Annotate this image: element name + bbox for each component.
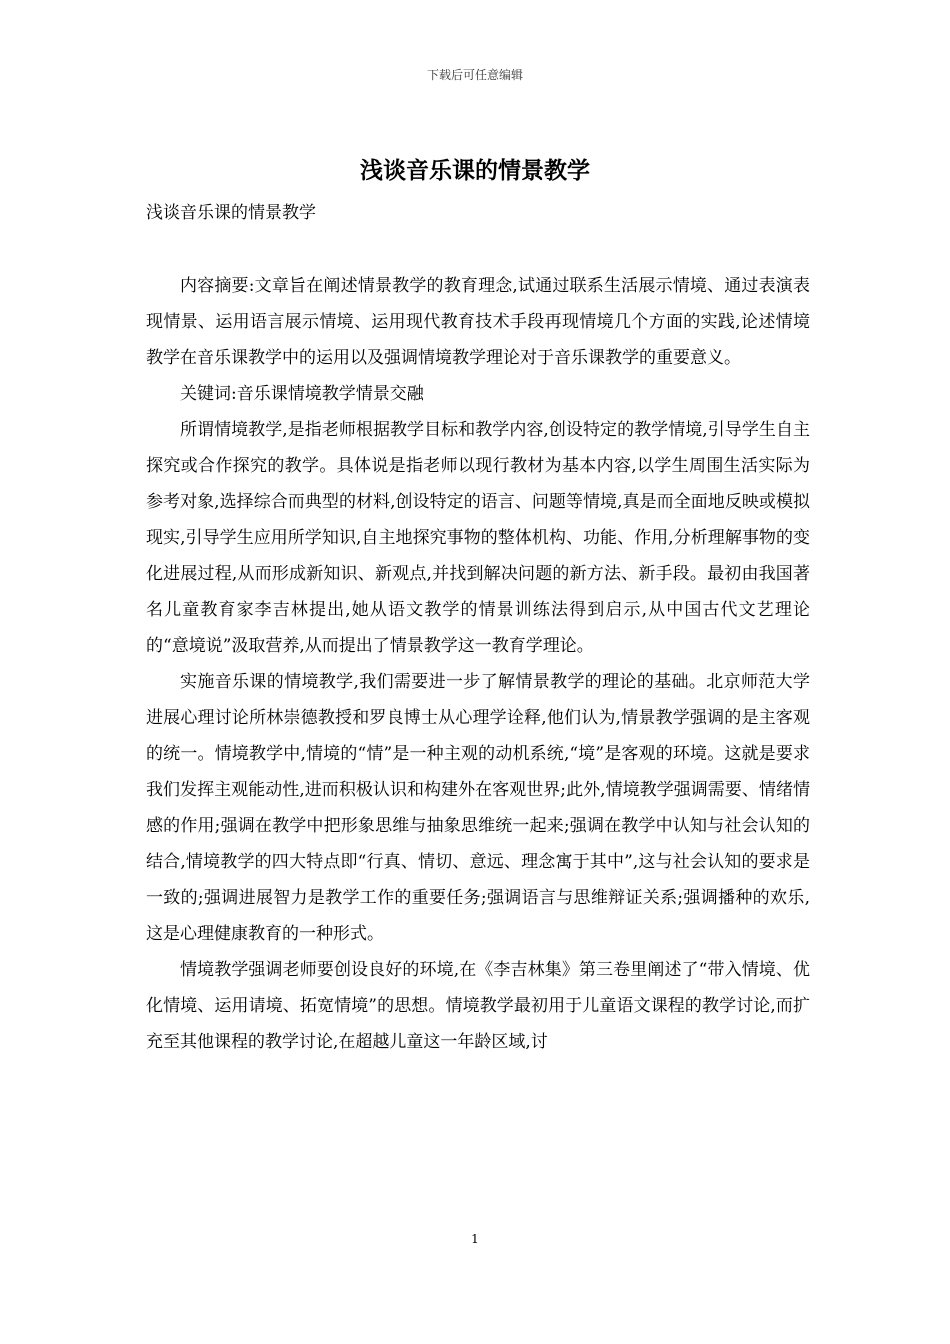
paragraph-body: 所谓情境教学,是指老师根据教学目标和教学内容,创设特定的教学情境,引导学生自主探究或合作探究的教学。具体说是指老师以现行教材为基本内容,以学生周围生活实际为参考对象,选择综合而典型的材料,创设特定的语言、问题等情境,真是而全面地反映或模拟现实,引导学生应用所学知识,自主地探究事物的整体机构、功能、作用,分析理解事物的变化进展过程,从而形成新知识、新观点,并找到解决问题的新方法、新手段。最初由我国著名儿童教育家李吉林提出,她从语文教学的情景训练法得到启示,从中国古代文艺理论的“意境说”汲取营养,从而提出了情景教学这一教育学理论。 — [146, 420, 810, 656]
document-subtitle: 浅谈音乐课的情景教学 — [146, 203, 316, 223]
page-number: 1 — [471, 1232, 479, 1246]
header-note: 下载后可任意编辑 — [426, 68, 523, 82]
document-title: 浅谈音乐课的情景教学 — [360, 157, 590, 184]
paragraph-keywords: 关键词:音乐课情境教学情景交融 — [180, 384, 424, 404]
paragraph-body: 情境教学强调老师要创设良好的环境,在《李吉林集》第三卷里阐述了“带入情境、优化情境、运用请境、拓宽情境”的思想。情境教学最初用于儿童语文课程的教学讨论,而扩充至其他课程的教学讨论,在超越儿童这一年龄区域,讨 — [146, 960, 810, 1052]
paragraph-abstract: 内容摘要:文章旨在阐述情景教学的教育理念,试通过联系生活展示情境、通过表演表现情景、运用语言展示情境、运用现代教育技术手段再现情境几个方面的实践,论述情境教学在音乐课教学中的运用以及强调情境教学理论对于音乐课教学的重要意义。 — [146, 276, 810, 368]
document-body — [146, 268, 810, 1060]
paragraph-body: 实施音乐课的情境教学,我们需要进一步了解情景教学的理论的基础。北京师范大学进展心理讨论所林崇德教授和罗良博士从心理学诠释,他们认为,情景教学强调的是主客观的统一。情境教学中,情境的“情”是一种主观的动机系统,“境”是客观的环境。这就是要求我们发挥主观能动性,进而积极认识和构建外在客观世界;此外,情境教学强调需要、情绪情感的作用;强调在教学中把形象思维与抽象思维统一起来;强调在教学中认知与社会认知的结合,情境教学的四大特点即“行真、情切、意远、理念寓于其中”,这与社会认知的要求是一致的;强调进展智力是教学工作的重要任务;强调语言与思维辩证关系;强调播种的欢乐,这是心理健康教育的一种形式。 — [146, 672, 810, 944]
